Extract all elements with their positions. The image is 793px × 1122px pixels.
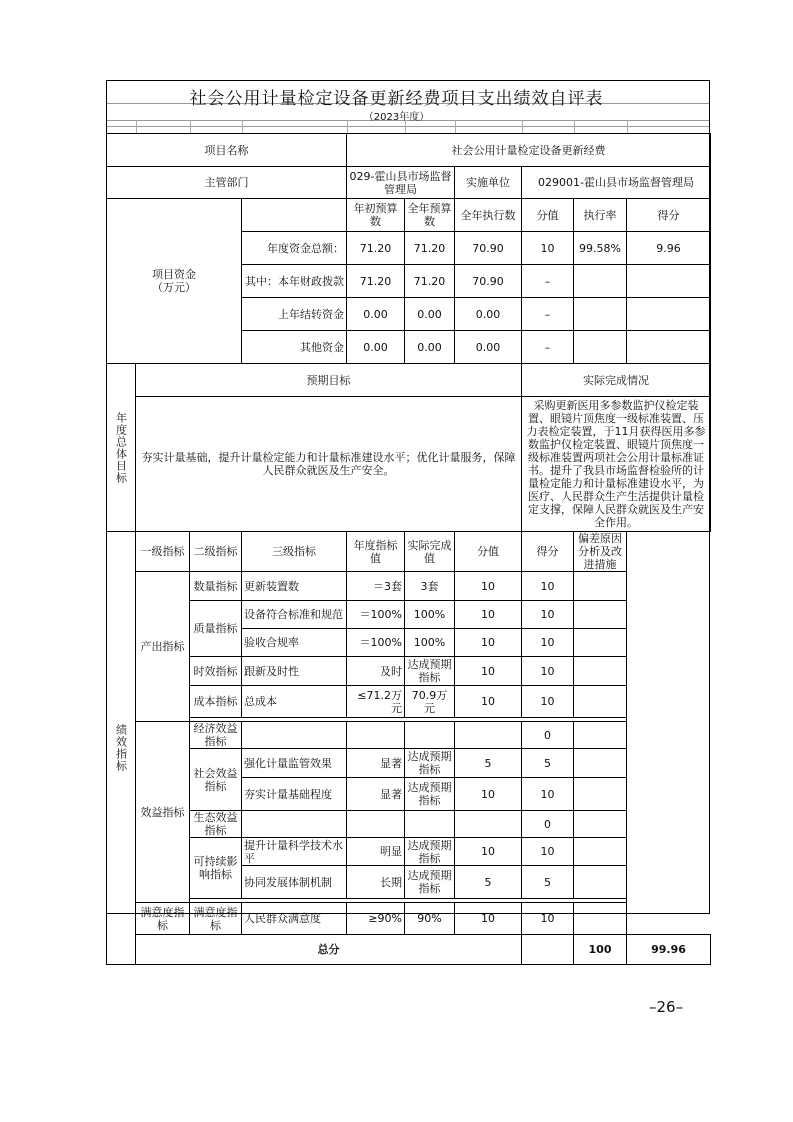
indicator-notes [574,657,627,686]
funds-row-weight: 10 [522,232,574,265]
funds-row-executed: 70.90 [455,265,522,298]
funds-row-initial: 71.20 [347,265,405,298]
funds-header-rate: 执行率 [574,199,627,232]
indicator-score: 5 [522,749,574,778]
performance-side-label: 绩效指标 [107,532,136,965]
perf-header-level2: 二级指标 [190,532,242,572]
indicator-score: 10 [522,778,574,811]
indicator-score: 10 [522,657,574,686]
indicator-weight: 10 [455,838,522,866]
indicator-target: 及时 [347,657,405,686]
project-name-label: 项目名称 [107,134,347,167]
indicator-weight: 5 [455,749,522,778]
perf-header-target: 年度指标值 [347,532,405,572]
funds-row-weight: – [522,331,574,364]
indicator-weight: 5 [455,866,522,899]
funds-row-rate [574,298,627,331]
funds-row-annual: 71.20 [405,265,455,298]
indicator-weight [455,811,522,838]
indicator-actual: 100% [405,629,455,657]
indicator-weight: 10 [455,903,522,935]
indicator-weight: 10 [455,657,522,686]
goals-expected-header: 预期目标 [136,364,522,397]
funds-row-score [627,331,711,364]
total-weight: 100 [574,935,627,965]
goals-actual-header: 实际完成情况 [522,364,711,397]
page-number: –26– [649,998,684,1016]
economic-indicator-label: 经济效益指标 [190,722,242,749]
indicator-notes [574,749,627,778]
indicator-weight: 10 [455,629,522,657]
funds-row-label: 其他资金 [242,331,347,364]
indicator-actual: 达成预期指标 [405,838,455,866]
satisfaction-sub-label: 满意度指标 [190,903,242,935]
indicator-score: 10 [522,686,574,718]
indicator-notes [574,778,627,811]
perf-header-level1: 一级指标 [136,532,190,572]
indicator-target [347,811,405,838]
indicator-actual: 达成预期指标 [405,657,455,686]
indicator-notes [574,903,627,935]
quality-indicator-label: 质量指标 [190,601,242,657]
funds-label: 项目资金 （万元） [107,199,242,364]
indicator-score: 0 [522,722,574,749]
evaluation-table [106,133,711,965]
cost-indicator-label: 成本指标 [190,686,242,718]
indicator-name: 强化计量监管效果 [242,749,347,778]
benefit-indicator-label: 效益指标 [136,722,190,903]
indicator-name: 夯实计量基础程度 [242,778,347,811]
total-blank [522,935,574,965]
funds-row-rate: 99.58% [574,232,627,265]
indicator-actual: 达成预期指标 [405,866,455,899]
funds-row-annual: 71.20 [405,232,455,265]
total-score: 99.96 [627,935,711,965]
funds-header-initial: 年初预算数 [347,199,405,232]
indicator-weight [455,722,522,749]
indicator-score: 0 [522,811,574,838]
indicator-score: 10 [522,629,574,657]
indicator-name: 人民群众满意度 [242,903,347,935]
perf-header-notes: 偏差原因分析及改进措施 [574,532,627,572]
perf-header-score: 得分 [522,532,574,572]
indicator-notes [574,629,627,657]
indicator-actual [405,811,455,838]
indicator-name: 更新装置数 [242,572,347,601]
indicator-target [347,722,405,749]
funds-header-executed: 全年执行数 [455,199,522,232]
funds-row-executed: 70.90 [455,232,522,265]
indicator-name: 总成本 [242,686,347,718]
indicator-actual: 3套 [405,572,455,601]
indicator-name: 设备符合标准和规范 [242,601,347,629]
funds-row-initial: 0.00 [347,331,405,364]
funds-row-score [627,265,711,298]
indicator-name: 跟新及时性 [242,657,347,686]
indicator-actual: 90% [405,903,455,935]
indicator-name: 提升计量科学技术水平 [242,838,347,866]
indicator-target: ＝100% [347,629,405,657]
indicator-notes [574,572,627,601]
perf-header-weight: 分值 [455,532,522,572]
indicator-notes [574,838,627,866]
indicator-target: ＝3套 [347,572,405,601]
output-indicator-label: 产出指标 [136,572,190,722]
funds-row-initial: 71.20 [347,232,405,265]
goals-side-label: 年度总体目标 [107,364,136,532]
satisfaction-indicator-label: 满意度指标 [136,903,190,935]
indicator-score: 10 [522,601,574,629]
indicator-notes [574,686,627,718]
funds-header-annual: 全年预算数 [405,199,455,232]
funds-row-initial: 0.00 [347,298,405,331]
indicator-notes [574,722,627,749]
indicator-weight: 10 [455,601,522,629]
indicator-notes [574,811,627,838]
perf-header-actual: 实际完成值 [405,532,455,572]
indicator-notes [574,601,627,629]
indicator-target: 明显 [347,838,405,866]
indicator-target: ＝100% [347,601,405,629]
project-name-value: 社会公用计量检定设备更新经费 [347,134,711,167]
funds-row-annual: 0.00 [405,331,455,364]
impl-value: 029001-霍山县市场监督管理局 [522,167,711,199]
report-year: （2023年度） [363,112,430,123]
indicator-actual: 70.9万元 [405,686,455,718]
funds-row-score: 9.96 [627,232,711,265]
indicator-target: 长期 [347,866,405,899]
indicator-target: ≤71.2万元 [347,686,405,718]
funds-row-rate [574,265,627,298]
quantity-indicator-label: 数量指标 [190,572,242,601]
indicator-score: 5 [522,866,574,899]
indicator-target: ≥90% [347,903,405,935]
indicator-target: 显著 [347,749,405,778]
grid-line [107,126,709,127]
dept-label: 主管部门 [107,167,347,199]
funds-row-annual: 0.00 [405,298,455,331]
indicator-actual: 达成预期指标 [405,749,455,778]
indicator-actual [405,722,455,749]
funds-row-weight: – [522,298,574,331]
social-indicator-label: 社会效益指标 [190,749,242,811]
funds-row-label: 其中：本年财政拨款 [242,265,347,298]
indicator-name: 验收合规率 [242,629,347,657]
indicator-notes [574,866,627,899]
indicator-score: 10 [522,903,574,935]
funds-row-rate [574,331,627,364]
eco-indicator-label: 生态效益指标 [190,811,242,838]
funds-row-weight: – [522,265,574,298]
funds-header-blank [242,199,347,232]
indicator-score: 10 [522,572,574,601]
funds-row-executed: 0.00 [455,331,522,364]
sustain-indicator-label: 可持续影响指标 [190,838,242,899]
indicator-name [242,811,347,838]
indicator-weight: 10 [455,778,522,811]
indicator-weight: 10 [455,686,522,718]
funds-row-label: 上年结转资金 [242,298,347,331]
funds-row-score [627,298,711,331]
page-title: 社会公用计量检定设备更新经费项目支出绩效自评表 [189,89,604,109]
indicator-score: 10 [522,838,574,866]
goals-actual-text: 采购更新医用多参数监护仪检定装置、眼镜片顶焦度一级标准装置、压力表检定装置，于11月获得医用多参数监护仪检定装置、眼镜片顶焦度一级标准装置两项社会公用计量标准证书。提升了我县市场监督检验所的计量检定能力和计量标准建设水平，为医疗、人民群众生产生活提供计量检定支撑，保障人民群众就医及生产安全作用。 [522,397,711,532]
indicator-weight: 10 [455,572,522,601]
dept-value: 029-霍山县市场监督管理局 [347,167,455,199]
goals-expected-text: 夯实计量基础，提升计量检定能力和计量标准建设水平；优化计量服务，保障人民群众就医及生产安全。 [136,397,522,532]
time-indicator-label: 时效指标 [190,657,242,686]
funds-row-label: 年度资金总额： [242,232,347,265]
total-label: 总分 [136,935,522,965]
indicator-name [242,722,347,749]
funds-row-executed: 0.00 [455,298,522,331]
funds-header-weight: 分值 [522,199,574,232]
indicator-actual: 100% [405,601,455,629]
perf-header-level3: 三级指标 [242,532,347,572]
funds-header-score: 得分 [627,199,711,232]
indicator-actual: 达成预期指标 [405,778,455,811]
impl-label: 实施单位 [455,167,522,199]
indicator-target: 显著 [347,778,405,811]
indicator-name: 协同发展体制机制 [242,866,347,899]
